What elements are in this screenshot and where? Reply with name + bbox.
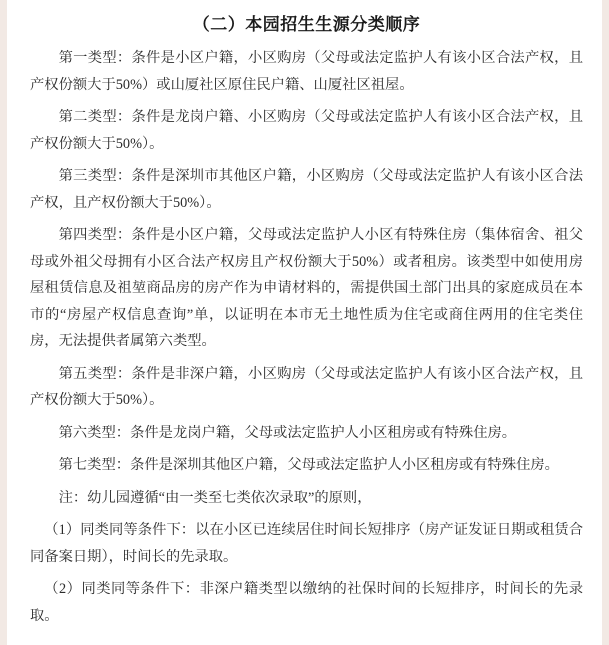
paragraph-note-2: （2）同类同等条件下：非深户籍类型以缴纳的社保时间的长短排序，时间长的先录取。 (30, 581, 583, 624)
paragraph-category-7: 第七类型：条件是深圳其他区户籍，父母或法定监护人小区租房或有特殊住房。 (58, 457, 559, 473)
paragraph-category-3: 第三类型：条件是深圳市其他区户籍，小区购房（父母或法定监护人有该小区合法产权，且产权份额大于50%）。 (30, 168, 583, 211)
paragraph-category-6: 第六类型：条件是龙岗户籍，父母或法定监护人小区租房或有特殊住房。 (58, 424, 517, 441)
document-content (0, 10, 609, 629)
paragraph-category-5: 第五类型：条件是非深户籍，小区购房（父母或法定监护人有该小区合法产权，且产权份额大于50%）。 (30, 365, 583, 408)
paragraph-note-intro: 注：幼儿园遵循“由一类至七类依次录取”的原则， (58, 489, 372, 506)
paragraph-category-4: 第四类型：条件是小区户籍，父母或法定监护人小区有特殊住房（集体宿舍、祖父母或外祖父母拥有小区合法产权房且产权份额大于50%）或者租房。该类型中如使用房屋租赁信息及祖堃商品房的房产作为申请材料的，需提供国土部门出具的家庭成员在本市的“房屋产权信息查询”单，以证明在本市无土地性质为住宅或商住两用的住宅类住房，无法提供者属第六类型。 (30, 227, 583, 349)
paragraph-category-2: 第二类型：条件是龙岗户籍、小区购房（父母或法定监护人有该小区合法产权，且产权份额大于50%）。 (30, 109, 583, 152)
paragraph-note-1: （1）同类同等条件下：以在小区已连续居住时间长短排序（房产证发证日期或租赁合同备案日期），时间长的先录取。 (30, 522, 583, 565)
paragraph-category-1: 第一类型：条件是小区户籍，小区购房（父母或法定监护人有该小区合法产权，且产权份额大于50%）或山厦社区原住民户籍、山厦社区祖屋。 (30, 50, 583, 93)
page-title: （二）本园招生生源分类顺序 (192, 15, 421, 34)
